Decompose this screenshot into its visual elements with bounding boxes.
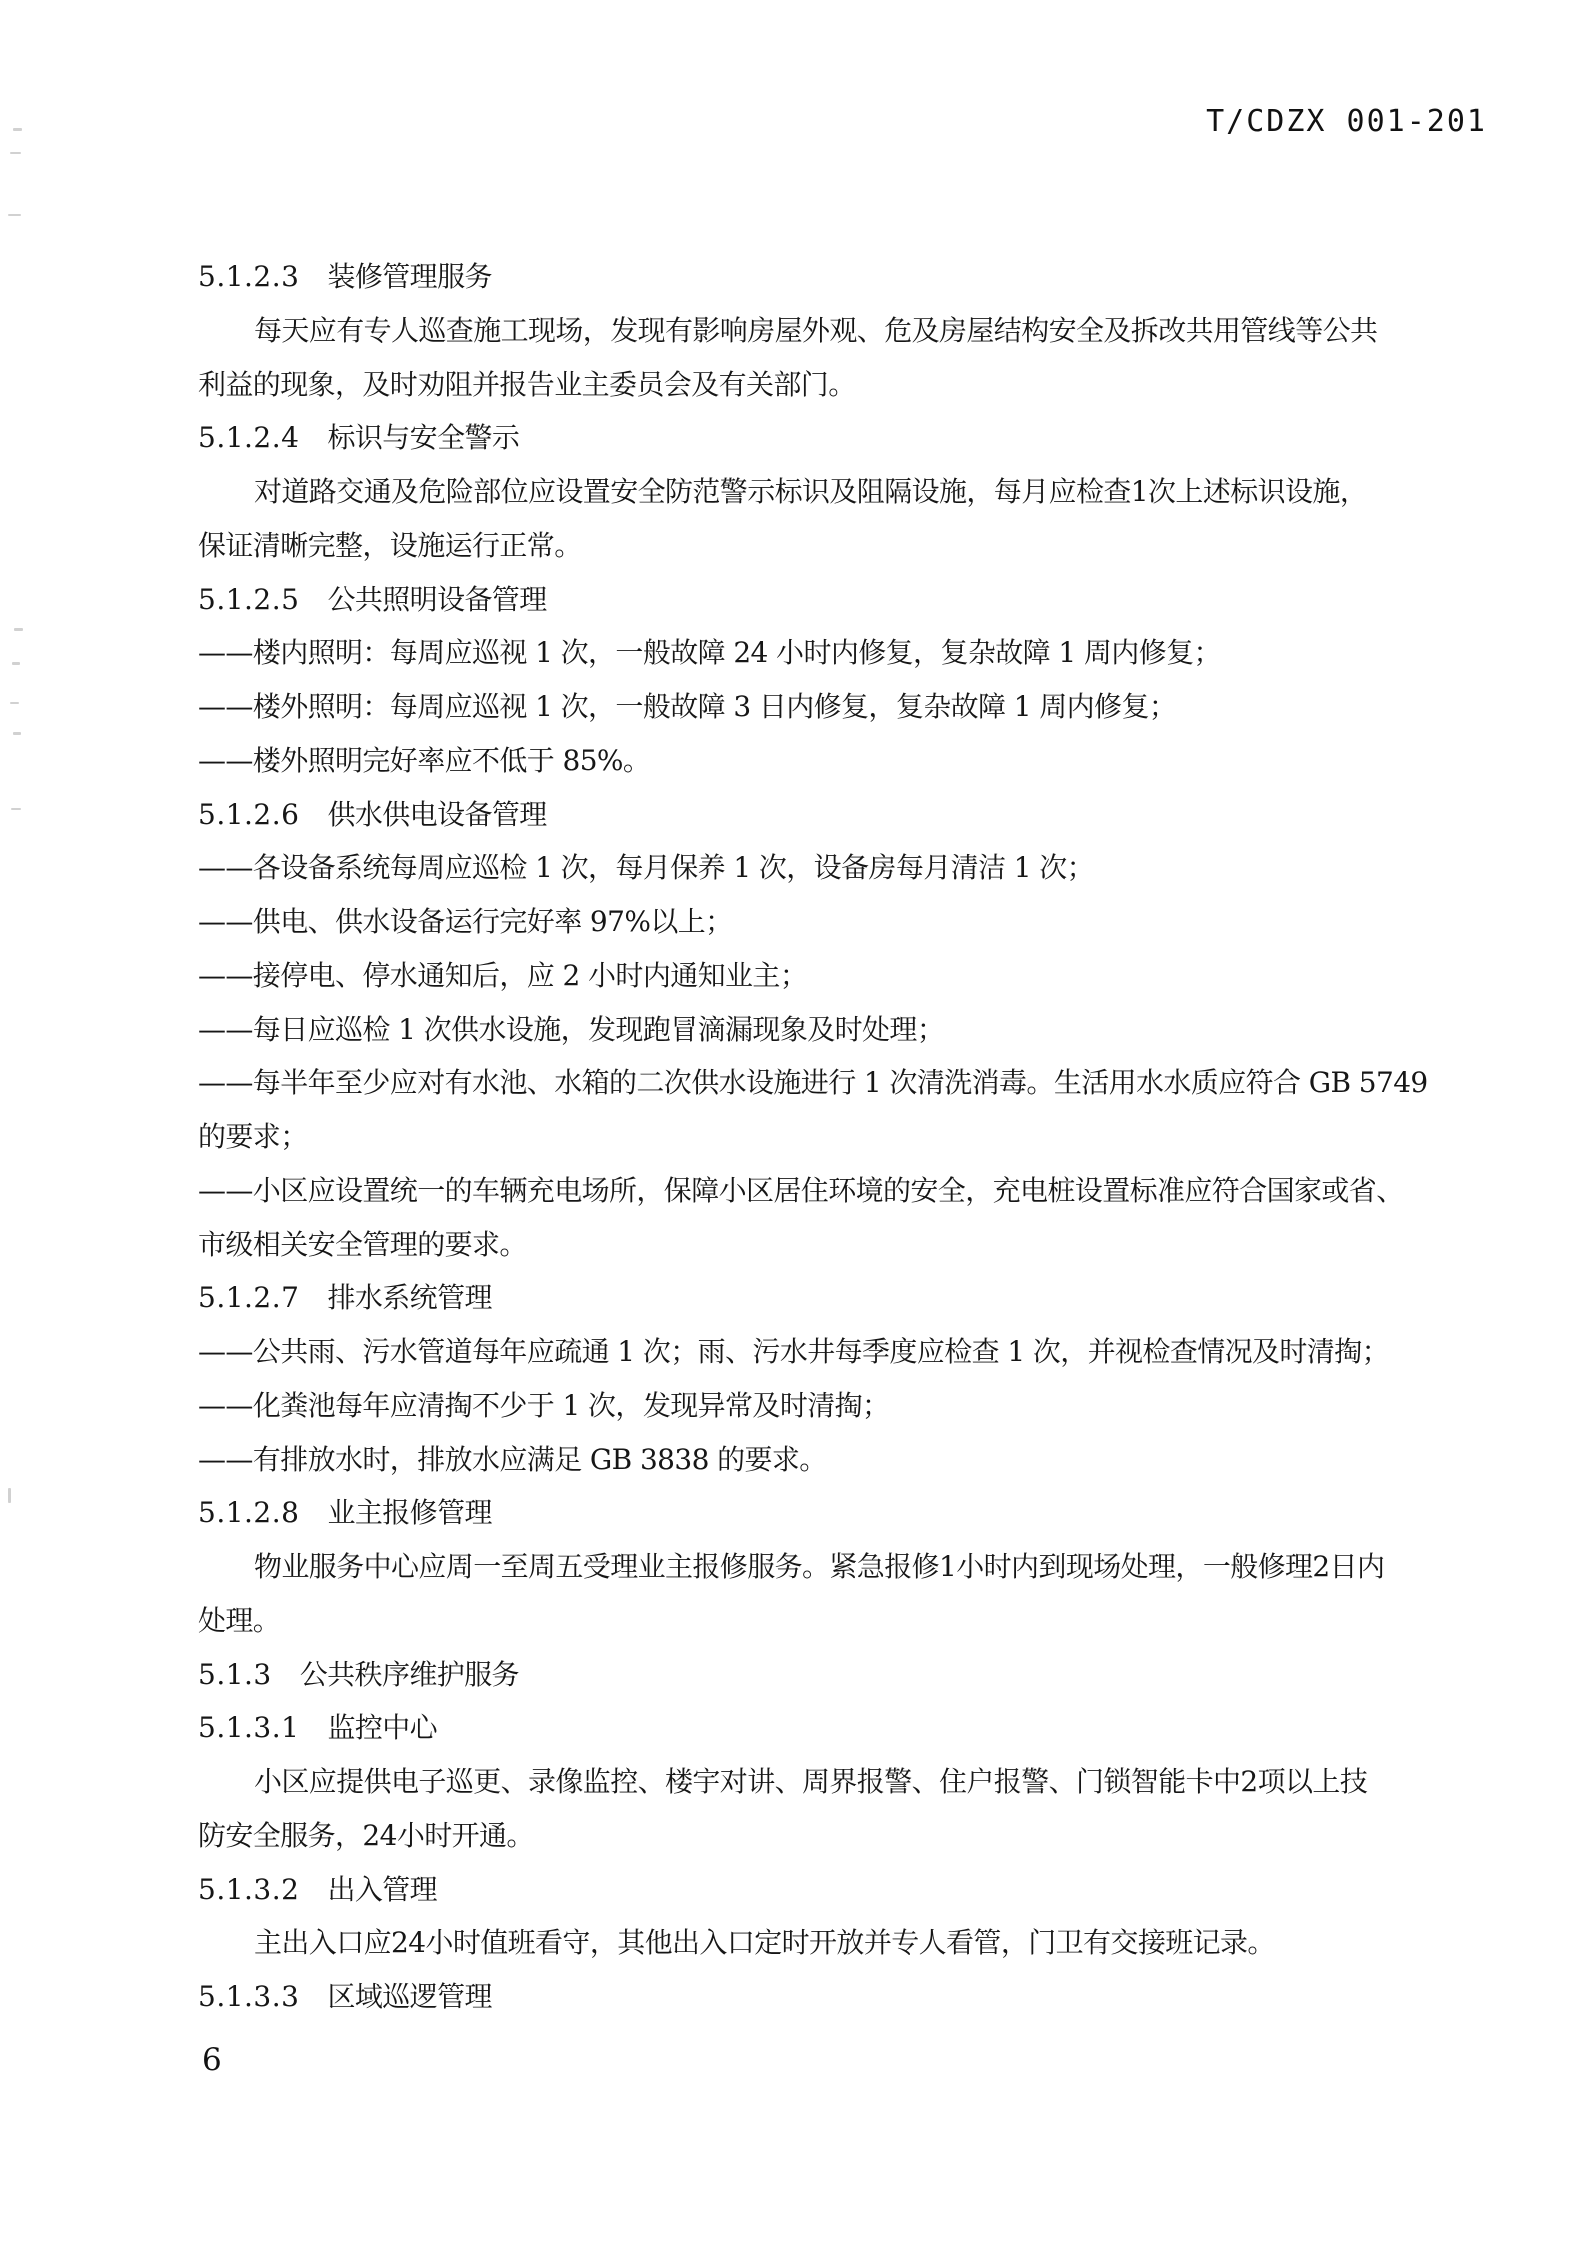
scan-artifact (13, 732, 21, 735)
section-title: 区域巡逻管理 (327, 1980, 492, 2013)
dash-list-item: ——公共雨、污水管道每年应疏通 1 次；雨、污水井每季度应检查 1 次，并视检查情况及时清掏； (198, 1335, 1390, 1368)
dash-list-item: ——楼外照明完好率应不低于 85%。 (198, 743, 651, 777)
section-number: 5.1.2.5 (198, 582, 300, 616)
paragraph-line: 物业服务中心应周一至周五受理业主报修服务。紧急报修1小时内到现场处理，一般修理2日内 (254, 1550, 1385, 1583)
section-heading (198, 411, 1438, 465)
dash-list-item: ——楼内照明：每周应巡视 1 次，一般故障 24 小时内修复，复杂故障 1 周内修复； (198, 636, 1221, 670)
paragraph-line: 对道路交通及危险部位应设置安全防范警示标识及阻隔设施，每月应检查1次上述标识设施， (254, 475, 1368, 508)
scan-artifact (10, 702, 19, 704)
dash-list-item: ——有排放水时，排放水应满足 GB 3838 的要求。 (198, 1442, 827, 1476)
section-title: 公共照明设备管理 (327, 582, 547, 616)
paragraph-line: 防安全服务，24小时开通。 (198, 1818, 534, 1852)
section-number: 5.1.2.6 (198, 797, 300, 831)
section-title: 排水系统管理 (327, 1281, 492, 1315)
section-heading (198, 250, 1438, 304)
section-number: 5.1.3.3 (198, 1980, 300, 2013)
section-heading (198, 1648, 1438, 1702)
scan-artifact (10, 152, 21, 154)
section-title: 业主报修管理 (327, 1496, 492, 1530)
dash-list-item: ——化粪池每年应清掏不少于 1 次，发现异常及时清掏； (198, 1388, 890, 1422)
scan-artifact (12, 662, 20, 665)
section-heading (198, 1701, 1438, 1755)
section-heading (198, 573, 1438, 627)
section-heading (198, 788, 1438, 842)
paragraph-line: 保证清晰完整，设施运行正常。 (198, 528, 582, 562)
scan-artifact (14, 628, 23, 631)
paragraph-line: 利益的现象，及时劝阻并报告业主委员会及有关部门。 (198, 367, 856, 401)
page-number: 6 (202, 2042, 222, 2078)
section-heading (198, 1863, 1438, 1917)
dash-list-item: ——楼外照明：每周应巡视 1 次，一般故障 3 日内修复，复杂故障 1 周内修复； (198, 690, 1177, 723)
document-code-header: T/CDZX 001-201 (1206, 104, 1487, 139)
dash-list-item: ——各设备系统每周应巡检 1 次，每月保养 1 次，设备房每月清洁 1 次； (198, 851, 1095, 885)
dash-list-item: ——每日应巡检 1 次供水设施，发现跑冒滴漏现象及时处理； (198, 1012, 945, 1046)
paragraph-line: 处理。 (198, 1603, 281, 1637)
section-heading (198, 1970, 1438, 2024)
scan-artifact (8, 1488, 11, 1503)
section-number: 5.1.2.8 (198, 1496, 300, 1530)
section-number: 5.1.3 (198, 1657, 272, 1691)
section-title: 监控中心 (327, 1711, 438, 1745)
section-title: 出入管理 (327, 1872, 438, 1906)
dash-list-item: ——每半年至少应对有水池、水箱的二次供水设施进行 1 次清洗消毒。生活用水水质应符合 GB 5749 (198, 1066, 1428, 1100)
section-number: 5.1.3.2 (198, 1872, 300, 1906)
section-title: 装修管理服务 (327, 260, 492, 293)
section-number: 5.1.3.1 (198, 1711, 300, 1745)
paragraph-line: 的要求； (198, 1120, 308, 1153)
document-body (198, 250, 1438, 2024)
scan-artifact (8, 214, 21, 216)
section-number: 5.1.2.7 (198, 1281, 300, 1315)
section-heading (198, 1271, 1438, 1325)
section-title: 公共秩序维护服务 (299, 1657, 519, 1691)
paragraph-line: 主出入口应24小时值班看守，其他出入口定时开放并专人看管，门卫有交接班记录。 (254, 1926, 1275, 1960)
dash-list-item: ——接停电、停水通知后，应 2 小时内通知业主； (198, 958, 808, 992)
section-title: 标识与安全警示 (327, 421, 520, 455)
paragraph-line: 小区应提供电子巡更、录像监控、楼宇对讲、周界报警、住户报警、门锁智能卡中2项以上技 (254, 1765, 1368, 1798)
section-number: 5.1.2.3 (198, 260, 300, 293)
section-title: 供水供电设备管理 (327, 797, 547, 831)
paragraph-line: 市级相关安全管理的要求。 (198, 1227, 527, 1261)
section-heading (198, 1486, 1438, 1540)
dash-list-item: ——小区应设置统一的车辆充电场所，保障小区居住环境的安全，充电桩设置标准应符合国家或省、 (198, 1173, 1404, 1207)
dash-list-item: ——供电、供水设备运行完好率 97%以上； (198, 905, 733, 938)
scan-artifact (13, 128, 22, 131)
section-number: 5.1.2.4 (198, 421, 300, 455)
paragraph-line: 每天应有专人巡查施工现场，发现有影响房屋外观、危及房屋结构安全及拆改共用管线等公共 (254, 313, 1378, 347)
scan-artifact (11, 808, 21, 810)
